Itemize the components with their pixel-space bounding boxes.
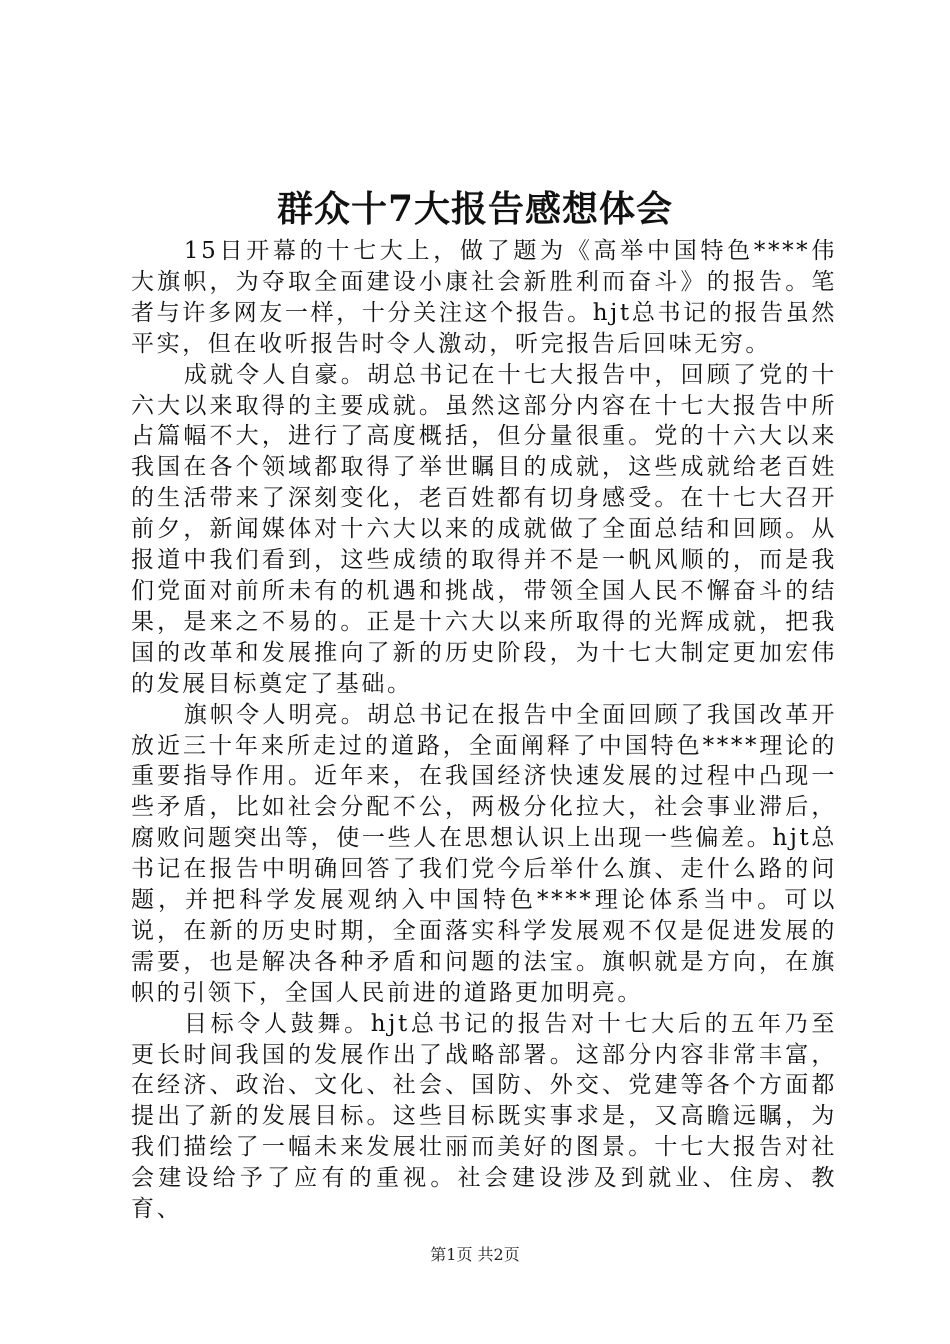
document-title: 群众十7大报告感想体会 <box>276 188 674 230</box>
page-number-footer: 第1页 共2页 <box>430 1245 520 1264</box>
paragraph-banner: 旗帜令人明亮。胡总书记在报告中全面回顾了我国改革开放近三十年来所走过的道路，全面阐释了中国特色****理论的重要指导作用。近年来，在我国经济快速发展的过程中凸现一些矛盾，比如社会分配不公，两极分化拉大，社会事业滞后，腐败问题突出等，使一些人在思想认识上出现一些偏差。hjt总书记在报告中明确回答了我们党今后举什么旗、走什么路的问题，并把科学发展观纳入中国特色****理论体系当中。可以说，在新的历史时期，全面落实科学发展观不仅是促进发展的需要，也是解决各种矛盾和问题的法宝。旗帜就是方向，在旗帜的引领下，全国人民前进的道路更加明亮。 <box>131 701 837 1006</box>
paragraph-goals: 目标令人鼓舞。hjt总书记的报告对十七大后的五年乃至更长时间我国的发展作出了战略部署。这部分内容非常丰富，在经济、政治、文化、社会、国防、外交、党建等各个方面都提出了新的发展目标。这些目标既实事求是，又高瞻远瞩，为我们描绘了一幅未来发展壮丽而美好的图景。十七大报告对社会建设给予了应有的重视。社会建设涉及到就业、住房、教育、 <box>131 1010 837 1223</box>
paragraph-achievements: 成就令人自豪。胡总书记在十七大报告中，回顾了党的十六大以来取得的主要成就。虽然这部分内容在十七大报告中所占篇幅不大，进行了高度概括，但分量很重。党的十六大以来我国在各个领域都取得了举世瞩目的成就，这些成就给老百姓的生活带来了深刻变化，老百姓都有切身感受。在十七大召开前夕，新闻媒体对十六大以来的成就做了全面总结和回顾。从报道中我们看到，这些成绩的取得并不是一帆风顺的，而是我们党面对前所未有的机遇和挑战，带领全国人民不懈奋斗的结果，是来之不易的。正是十六大以来所取得的光辉成就，把我国的改革和发展推向了新的历史阶段，为十七大制定更加宏伟的发展目标奠定了基础。 <box>131 361 837 697</box>
paragraph-intro: 15日开幕的十七大上，做了题为《高举中国特色****伟大旗帜，为夺取全面建设小康社会新胜利而奋斗》的报告。笔者与许多网友一样，十分关注这个报告。hjt总书记的报告虽然平实，但在收听报告时令人激动，听完报告后回味无穷。 <box>131 238 837 357</box>
article-body <box>131 236 837 1225</box>
